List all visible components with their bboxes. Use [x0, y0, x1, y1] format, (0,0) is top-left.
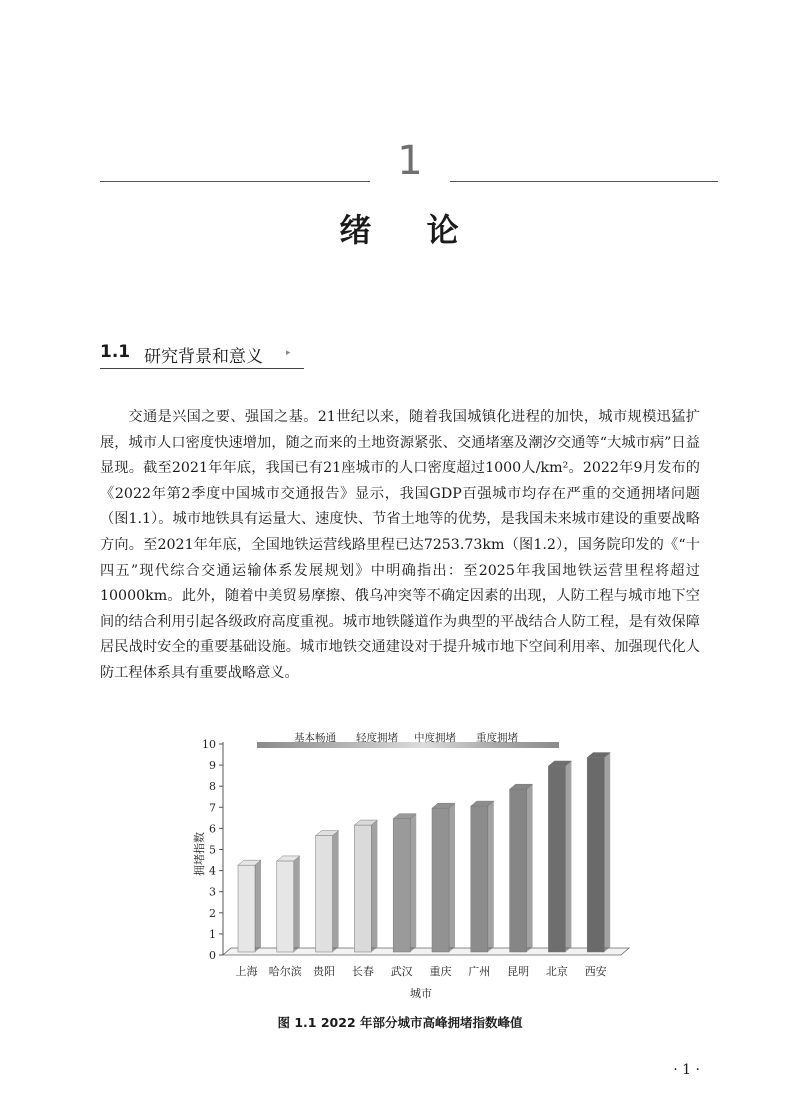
bar [432, 808, 449, 952]
bar-side [333, 831, 339, 952]
y-tick-label: 8 [209, 780, 216, 794]
x-tick-label: 昆明 [507, 965, 530, 978]
section-number: 1.1 [100, 342, 131, 362]
legend-label: 中度拥堵 [414, 732, 456, 744]
bar-side [255, 860, 261, 952]
y-tick-label: 7 [209, 801, 216, 815]
section-title: 研究背景和意义 [144, 347, 263, 367]
y-tick-label: 0 [209, 949, 216, 962]
bar-side [527, 784, 533, 952]
x-tick-label: 哈尔滨 [268, 965, 302, 978]
x-tick-label: 贵阳 [313, 965, 336, 978]
bar [238, 865, 255, 952]
legend-label: 轻度拥堵 [356, 732, 398, 744]
legend-label: 基本畅通 [294, 732, 336, 744]
chapter-rule-left [100, 181, 370, 182]
bar [354, 825, 371, 952]
y-tick-label: 6 [209, 822, 216, 836]
chapter-rule-right [450, 181, 718, 182]
legend-label: 重度拥堵 [476, 732, 518, 744]
x-tick-label: 北京 [545, 965, 568, 978]
bar [510, 789, 527, 952]
bar [548, 766, 565, 952]
bar-side [410, 814, 416, 952]
section-heading [100, 340, 304, 369]
figure-caption: 图 1.1 2022 年部分城市高峰拥堵指数峰值 [277, 1015, 523, 1030]
x-tick-label: 武汉 [390, 965, 413, 978]
chapter-number: 1 [397, 138, 423, 184]
bar [316, 836, 333, 952]
y-tick-label: 4 [209, 864, 216, 878]
x-axis-title: 城市 [410, 987, 432, 1000]
y-tick-label: 1 [209, 927, 216, 941]
bar-side [565, 761, 571, 952]
bar-side [294, 856, 300, 952]
y-tick-label: 5 [209, 843, 216, 857]
page-number: · 1 · [673, 1062, 700, 1078]
bar-side [488, 801, 494, 952]
x-tick-label: 重庆 [429, 965, 452, 978]
chapter-title: 绪 论 [339, 211, 461, 249]
bar [471, 806, 488, 952]
y-tick-label: 10 [202, 738, 216, 751]
body-paragraph: 交通是兴国之要、强国之基。21世纪以来，随着我国城镇化进程的加快，城市规模迅猛扩展，城市人口密度快速增加，随之而来的土地资源紧张、交通堵塞及潮汐交通等“大城市病”日益显现。截至2021年年底，我国已有21座城市的人口密度超过1000人/km²。2022年9月发布的《2022年第2季度中国城市交通报告》显示，我国GDP百强城市均存在严重的交通拥堵问题（图1.1）。城市地铁具有运量大、速度快、节省土地等的优势，是我国未来城市建设的重要战略方向。至2021年年底，全国地铁运营线路里程已达7253.73km（图1.2），国务院印发的《“十四五”现代综合交通运输体系发展规划》中明确指出：至2025年我国地铁运营里程将超过10000km。此外，随着中美贸易摩擦、俄乌冲突等不确定因素的出现，人防工程与城市地下空间的结合利用引起各级政府高度重视。城市地铁隧道作为典型的平战结合人防工程，是有效保障居民战时安全的重要基础设施。城市地铁交通建设对于提升城市地下空间利用率、加强现代化人防工程体系具有重要战略意义。 [100, 409, 700, 681]
bar-side [604, 753, 610, 952]
x-tick-label: 上海 [235, 965, 258, 978]
bar-side [371, 820, 377, 952]
x-tick-label: 西安 [584, 965, 607, 978]
bar [393, 819, 410, 952]
x-tick-label: 长春 [351, 965, 374, 978]
bar [587, 758, 604, 952]
bar-side [449, 803, 455, 952]
y-tick-label: 9 [209, 759, 216, 773]
y-tick-label: 2 [209, 906, 216, 920]
y-axis-title: 拥堵指数 [193, 832, 206, 876]
congestion-bar-chart [175, 730, 635, 1005]
x-tick-label: 广州 [468, 965, 491, 978]
y-tick-label: 3 [209, 885, 216, 899]
arrow-icon: ▸ [286, 348, 291, 358]
bar [277, 861, 294, 952]
